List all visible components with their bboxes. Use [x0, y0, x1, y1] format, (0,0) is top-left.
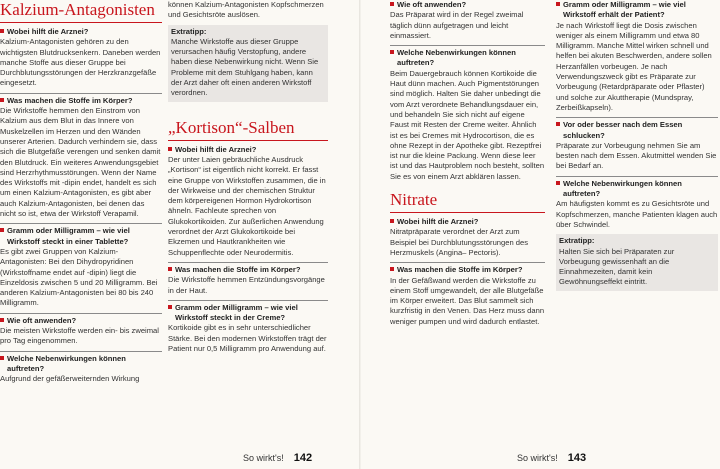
red-square-icon	[556, 2, 560, 6]
answer: Die meisten Wirkstoffe werden ein- bis zweimal pro Tag eingenommen.	[0, 326, 159, 346]
qa-block	[390, 0, 545, 41]
extra-tip-box	[556, 234, 718, 290]
qa-block	[556, 176, 718, 230]
column-4	[556, 0, 718, 295]
qa-block	[0, 313, 162, 347]
question: Gramm oder Milligramm – wie viel	[7, 226, 130, 236]
question-cont: auftreten?	[7, 363, 45, 373]
footer-label: So wirkt's!	[517, 453, 558, 463]
question: Welche Nebenwirkungen können	[563, 178, 682, 188]
red-square-icon	[390, 267, 394, 271]
qa-block	[0, 93, 162, 220]
footer-right	[517, 452, 586, 464]
answer: Kortikoide gibt es in sehr unterschiedlicher Stärke. Bei den modernen Wirkstoffen trägt der Patient nur 0,5 Milligramm pro Anwendung auf.	[168, 323, 327, 354]
tip-label: Extratipp:	[559, 236, 595, 246]
qa-block	[556, 117, 718, 171]
question-cont: Wirkstoff steckt in einer Tablette?	[7, 236, 129, 246]
question-cont: schlucken?	[563, 130, 605, 140]
red-square-icon	[556, 122, 560, 126]
column-1	[0, 0, 162, 389]
question: Gramm oder Milligramm – wie viel	[175, 302, 298, 312]
tip-text: Halten Sie sich bei Präparaten zur Vorbeugung gewissenhaft an die Einnahmezeiten, damit kein Gewöhnungseffekt eintritt.	[559, 246, 675, 287]
question: Was machen die Stoffe im Körper?	[175, 264, 301, 274]
tip-text: Manche Wirkstoffe aus dieser Gruppe verursachen häufig Verstopfung, andere haben diese Nebenwirkung nicht. Wenn Sie Probleme mit dem Stuhlgang haben, kann der Arzt daher oft einen anderen Wirkstoff verordnen.	[171, 36, 319, 98]
answer: Beim Dauergebrauch können Kortikoide die Haut dünn machen. Auch Pigmentstörungen sind möglich. Halten Sie daher unbedingt die vom Arzt verordnete Behandlungsdauer ein, und behandeln Sie sich nicht auf eigene Faust mit Resten der Creme weiter. Ähnlich ist es bei Cremes mit Hydrocortison, die es ohne Rezept in der Apotheke gibt. Rezeptfrei ist nur die kleine Packung. Wenn diese leer ist und das Hautproblem noch besteht, sollten Sie es von einem Arzt abklären lassen.	[390, 68, 545, 181]
red-square-icon	[390, 219, 394, 223]
extra-tip-box	[168, 25, 328, 102]
section-title-nitrate: Nitrate	[390, 190, 545, 213]
footer-label: So wirkt's!	[243, 453, 284, 463]
question: Gramm oder Milligramm – wie viel	[563, 0, 686, 9]
red-square-icon	[556, 181, 560, 185]
answer: Je nach Wirkstoff liegt die Dosis zwischen weniger als einem Milligramm und etwa 80 Milligramm. Manche Mittel wirken schnell und helfen bei akuten Beschwerden, andere sollen Herzanfällen vorbeugen. Je nach Verwendungszweck gibt es Präparate zur Vorbeugung (Retardpräparate oder Pflaster) und solche zur Akuttherapie (Mundspray, Zerbeißkapseln).	[556, 20, 712, 112]
answer-continued: können Kalzium-Antagonisten Kopfschmerzen und Gesichtsröte auslösen.	[168, 0, 324, 20]
answer: Die Wirkstoffe hemmen Entzündungsvorgänge in der Haut.	[168, 275, 325, 295]
qa-block	[168, 262, 328, 296]
question-cont: Wirkstoff erhält der Patient?	[563, 10, 665, 20]
question: Was machen die Stoffe im Körper?	[397, 265, 523, 275]
column-2	[168, 0, 328, 358]
answer: Kalzium-Antagonisten gehören zu den wichtigsten Blutdrucksenkern. Daneben werden manche Stoffe aus dieser Gruppe bei Durchblutungsstörungen der Herzkranzgefäße eingesetzt.	[0, 37, 161, 88]
answer: Die Wirkstoffe hemmen den Einstrom von Kalzium aus dem Blut in das Innere von Muskelzellen im Herzen und den Wänden unserer Arterien. Dadurch verhindern sie, dass sich die Blutgefäße verengen und senken damit den Blutdruck. Ein weiteres Anwendungsgebiet sind Herzrhythmusstörungen. Wenn der Name des Wirkstoffs mit -dipin endet, handelt es sich um einen Kalzium-Antagonisten, es gibt aber auch Kalzium-Antagonisten, bei denen das nicht so ist, etwa der Wirkstoff Verapamil.	[0, 106, 161, 219]
section-title-kalzium: Kalzium-Antagonisten	[0, 0, 162, 23]
question: Wobei hilft die Arznei?	[397, 217, 479, 227]
tip-label: Extratipp:	[171, 26, 207, 36]
red-square-icon	[390, 50, 394, 54]
red-square-icon	[0, 356, 4, 360]
qa-block	[390, 262, 545, 327]
qa-block	[0, 223, 162, 308]
footer-left	[243, 452, 312, 464]
qa-block	[0, 27, 162, 89]
qa-block	[0, 351, 162, 385]
red-square-icon	[0, 98, 4, 102]
qa-block	[168, 300, 328, 354]
question: Wie oft anwenden?	[397, 0, 467, 9]
answer: In der Gefäßwand werden die Wirkstoffe zu einem Stoff umgewandelt, der alle Blutgefäße im Körper erweitert. Das Blut sammelt sich kurzfristig in den Venen. Das Herz muss dann weniger pumpen und wird dadurch entlastet.	[390, 275, 545, 326]
question: Wobei hilft die Arznei?	[7, 27, 89, 36]
red-square-icon	[168, 267, 172, 271]
section-title-kortison: „Kortison“-Salben	[168, 118, 328, 141]
answer: Nitratpräparate verordnet der Arzt zum Beispiel bei Durchblutungsstörungen des Herzmuskels (Angina– Pectoris).	[390, 227, 529, 257]
question: Welche Nebenwirkungen können	[7, 353, 126, 363]
red-square-icon	[0, 29, 4, 33]
red-square-icon	[168, 147, 172, 151]
answer: Am häufigsten kommt es zu Gesichtsröte und Kopfschmerzen, manche Patienten klagen auch über Schwindel.	[556, 199, 718, 229]
column-3	[390, 0, 545, 331]
red-square-icon	[168, 305, 172, 309]
question: Welche Nebenwirkungen können	[397, 48, 516, 58]
answer: Das Präparat wird in der Regel zweimal täglich dünn aufgetragen und leicht einmassiert.	[390, 10, 524, 40]
answer: Aufgrund der gefäßerweiternden Wirkung	[0, 374, 140, 384]
qa-block	[556, 0, 718, 113]
question: Wobei hilft die Arznei?	[175, 144, 257, 154]
qa-block	[390, 217, 545, 258]
answer: Es gibt zwei Gruppen von Kalzium-Antagonisten: Bei den Dihydropyridinen (Wirkstoffname endet auf -dipin) liegt die Einzeldosis zwischen 5 und 20 Milligramm. Bei anderen Kalzium-Antagonisten bei 80 bis 240 Milligramm.	[0, 246, 158, 308]
question-cont: auftreten?	[563, 189, 601, 199]
page-number: 142	[293, 452, 313, 464]
red-square-icon	[0, 318, 4, 322]
page-number: 143	[567, 452, 587, 464]
question-cont: auftreten?	[397, 58, 435, 68]
question-cont: Wirkstoff steckt in der Creme?	[175, 313, 286, 323]
question: Wie oft anwenden?	[7, 315, 77, 325]
red-square-icon	[0, 228, 4, 232]
question: Vor oder besser nach dem Essen	[563, 120, 683, 130]
question: Was machen die Stoffe im Körper?	[7, 95, 133, 105]
qa-block	[390, 45, 545, 182]
answer: Der unter Laien gebräuchliche Ausdruck „Kortison“ ist eigentlich nicht korrekt. Er fasst eine Gruppe von Wirkstoffen zusammen, die in der Wirkweise und der chemischen Struktur dem körpereigenen Hormon Hydrokortison ähneln. Fachleute sprechen von Glukokortikoiden. Zur äußerlichen Anwendung verordnet der Arzt Glukokortikoide bei Ekzemen und Hautkrankheiten wie Schuppenflechte oder Neurodermitis.	[168, 154, 326, 257]
answer: Präparate zur Vorbeugung nehmen Sie am besten nach dem Essen. Akutmittel wenden Sie bei Bedarf an.	[556, 140, 717, 171]
page-fold	[359, 0, 361, 469]
qa-block	[168, 145, 328, 258]
red-square-icon	[390, 2, 394, 6]
